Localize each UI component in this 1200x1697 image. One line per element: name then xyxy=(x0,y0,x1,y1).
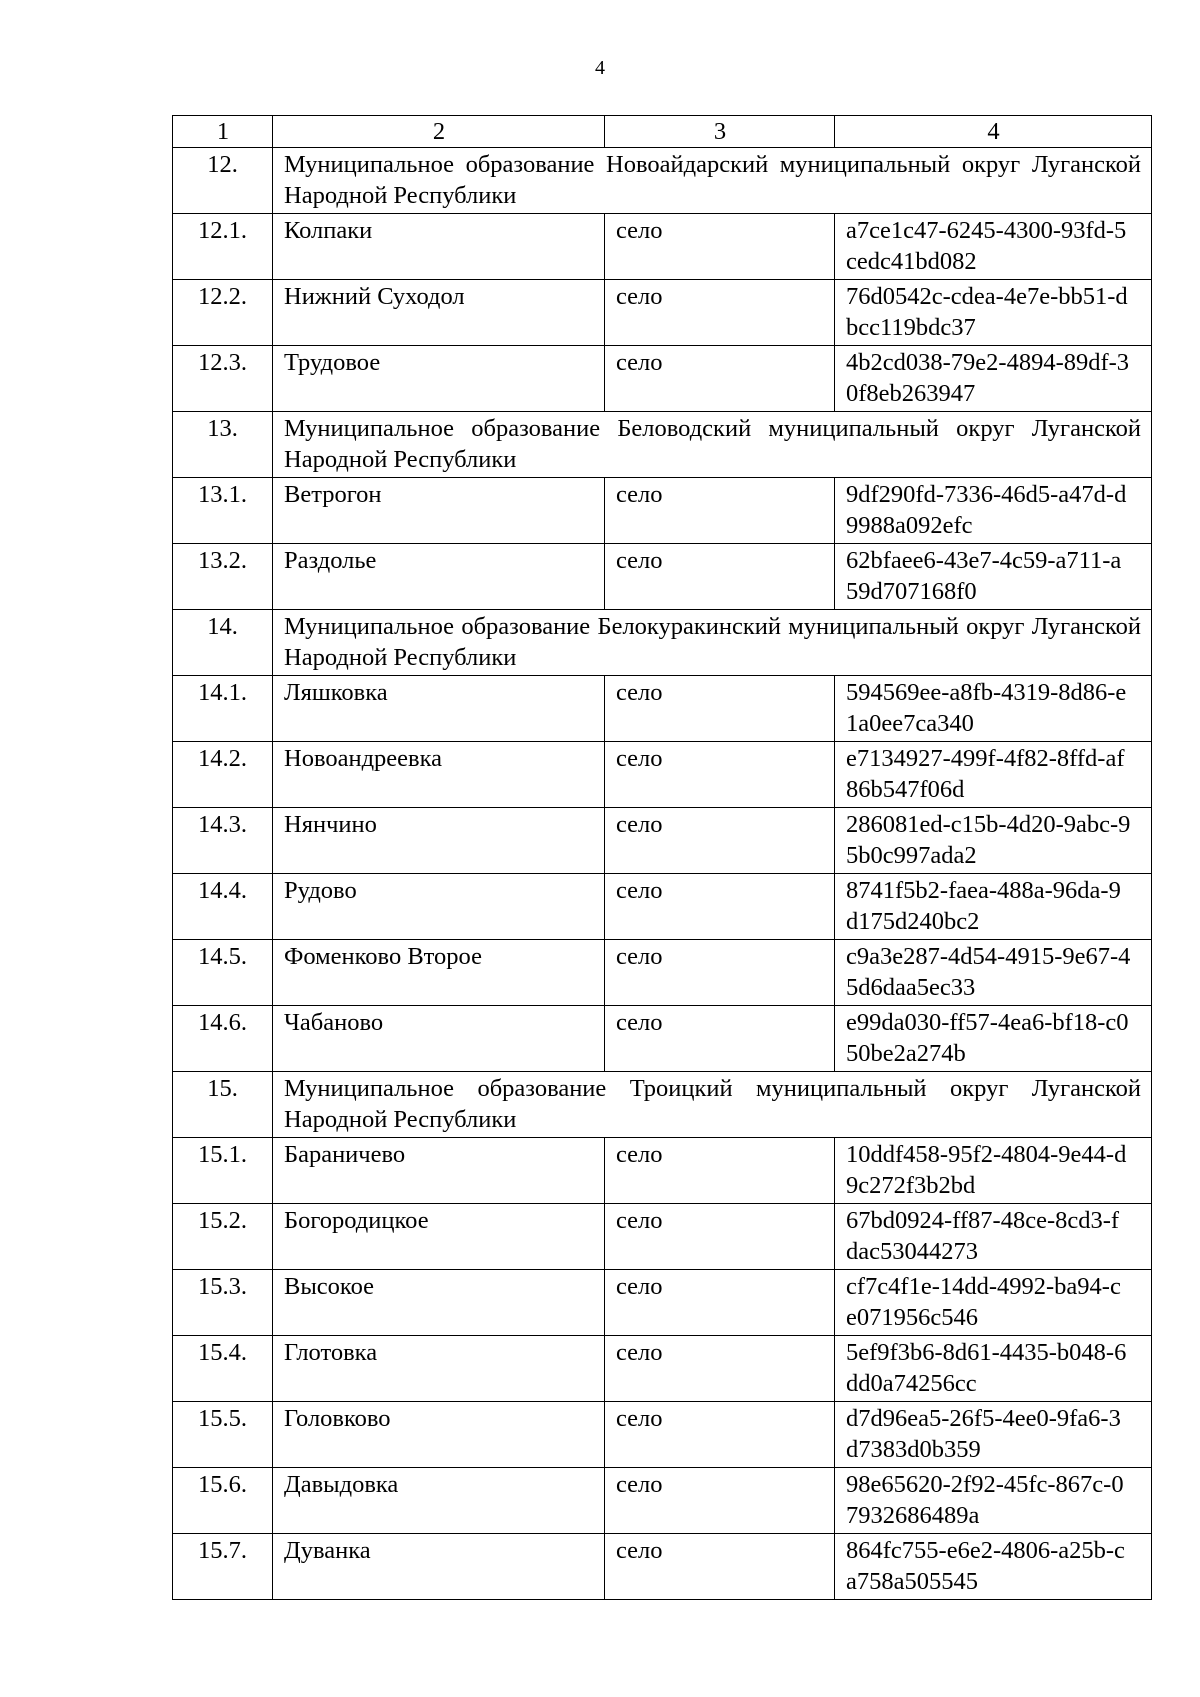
settlement-type: село xyxy=(605,214,835,280)
municipality-name: Муниципальное образование Белокуракинский муниципальный округ Луганской Народной Республики xyxy=(273,610,1152,676)
column-header-1: 1 xyxy=(173,116,273,148)
row-number: 15.4. xyxy=(173,1336,273,1402)
settlement-name: Нижний Суходол xyxy=(273,280,605,346)
row-number: 15.7. xyxy=(173,1534,273,1600)
municipality-name: Муниципальное образование Беловодский муниципальный округ Луганской Народной Республики xyxy=(273,412,1152,478)
settlement-id: 62bfaee6-43e7-4c59-a711-a59d707168f0 xyxy=(835,544,1152,610)
settlement-type: село xyxy=(605,544,835,610)
settlement-name: Рудово xyxy=(273,874,605,940)
table-row xyxy=(173,1204,1152,1270)
row-number: 15.2. xyxy=(173,1204,273,1270)
settlement-id: d7d96ea5-26f5-4ee0-9fa6-3d7383d0b359 xyxy=(835,1402,1152,1468)
municipality-name: Муниципальное образование Новоайдарский муниципальный округ Луганской Народной Республики xyxy=(273,148,1152,214)
row-number: 12.2. xyxy=(173,280,273,346)
column-header-2: 2 xyxy=(273,116,605,148)
settlement-id: cf7c4f1e-14dd-4992-ba94-ce071956c546 xyxy=(835,1270,1152,1336)
row-number: 14.5. xyxy=(173,940,273,1006)
column-header-3: 3 xyxy=(605,116,835,148)
row-number: 12.3. xyxy=(173,346,273,412)
table-row xyxy=(173,1468,1152,1534)
settlement-name: Новоандреевка xyxy=(273,742,605,808)
settlement-name: Колпаки xyxy=(273,214,605,280)
table-row xyxy=(173,742,1152,808)
table-row xyxy=(173,478,1152,544)
page-number: 4 xyxy=(595,57,605,79)
group-number: 14. xyxy=(173,610,273,676)
settlement-id: a7ce1c47-6245-4300-93fd-5cedc41bd082 xyxy=(835,214,1152,280)
table-row xyxy=(173,940,1152,1006)
settlement-type: село xyxy=(605,808,835,874)
group-row xyxy=(173,148,1152,214)
group-number: 12. xyxy=(173,148,273,214)
settlement-id: 5ef9f3b6-8d61-4435-b048-6dd0a74256cc xyxy=(835,1336,1152,1402)
settlement-type: село xyxy=(605,1468,835,1534)
settlement-type: село xyxy=(605,874,835,940)
settlement-id: 594569ee-a8fb-4319-8d86-e1a0ee7ca340 xyxy=(835,676,1152,742)
settlement-name: Ляшковка xyxy=(273,676,605,742)
settlement-id: 8741f5b2-faea-488a-96da-9d175d240bc2 xyxy=(835,874,1152,940)
settlement-name: Давыдовка xyxy=(273,1468,605,1534)
settlement-name: Дуванка xyxy=(273,1534,605,1600)
settlement-type: село xyxy=(605,280,835,346)
table-row xyxy=(173,1402,1152,1468)
row-number: 14.6. xyxy=(173,1006,273,1072)
table-row xyxy=(173,1270,1152,1336)
table-row xyxy=(173,808,1152,874)
settlement-id: 4b2cd038-79e2-4894-89df-30f8eb263947 xyxy=(835,346,1152,412)
row-number: 14.4. xyxy=(173,874,273,940)
row-number: 15.5. xyxy=(173,1402,273,1468)
settlement-name: Богородицкое xyxy=(273,1204,605,1270)
settlement-name: Высокое xyxy=(273,1270,605,1336)
settlement-type: село xyxy=(605,1006,835,1072)
group-row xyxy=(173,412,1152,478)
settlement-name: Нянчино xyxy=(273,808,605,874)
group-row xyxy=(173,610,1152,676)
table-row xyxy=(173,1006,1152,1072)
settlement-name: Головково xyxy=(273,1402,605,1468)
column-header-4: 4 xyxy=(835,116,1152,148)
settlement-id: 286081ed-c15b-4d20-9abc-95b0c997ada2 xyxy=(835,808,1152,874)
row-number: 14.3. xyxy=(173,808,273,874)
settlement-type: село xyxy=(605,742,835,808)
settlement-id: e99da030-ff57-4ea6-bf18-c050be2a274b xyxy=(835,1006,1152,1072)
settlement-type: село xyxy=(605,1270,835,1336)
table-row xyxy=(173,874,1152,940)
settlement-type: село xyxy=(605,1534,835,1600)
settlement-id: 864fc755-e6e2-4806-a25b-ca758a505545 xyxy=(835,1534,1152,1600)
group-row xyxy=(173,1072,1152,1138)
row-number: 13.1. xyxy=(173,478,273,544)
settlement-id: 67bd0924-ff87-48ce-8cd3-fdac53044273 xyxy=(835,1204,1152,1270)
settlement-name: Чабаново xyxy=(273,1006,605,1072)
table-row xyxy=(173,214,1152,280)
row-number: 15.3. xyxy=(173,1270,273,1336)
settlement-id: 9df290fd-7336-46d5-a47d-d9988a092efc xyxy=(835,478,1152,544)
settlement-type: село xyxy=(605,1204,835,1270)
table-row xyxy=(173,676,1152,742)
row-number: 15.1. xyxy=(173,1138,273,1204)
settlement-type: село xyxy=(605,1336,835,1402)
settlement-name: Раздолье xyxy=(273,544,605,610)
settlement-id: 76d0542c-cdea-4e7e-bb51-dbcc119bdc37 xyxy=(835,280,1152,346)
table-row xyxy=(173,544,1152,610)
group-number: 15. xyxy=(173,1072,273,1138)
table-row xyxy=(173,346,1152,412)
group-number: 13. xyxy=(173,412,273,478)
table-row xyxy=(173,1336,1152,1402)
settlement-id: 98e65620-2f92-45fc-867c-07932686489a xyxy=(835,1468,1152,1534)
settlement-id: e7134927-499f-4f82-8ffd-af86b547f06d xyxy=(835,742,1152,808)
row-number: 14.1. xyxy=(173,676,273,742)
settlement-type: село xyxy=(605,346,835,412)
settlement-name: Фоменково Второе xyxy=(273,940,605,1006)
table-row xyxy=(173,1534,1152,1600)
row-number: 15.6. xyxy=(173,1468,273,1534)
row-number: 14.2. xyxy=(173,742,273,808)
settlement-id: c9a3e287-4d54-4915-9e67-45d6daa5ec33 xyxy=(835,940,1152,1006)
settlement-name: Бараничево xyxy=(273,1138,605,1204)
row-number: 12.1. xyxy=(173,214,273,280)
settlement-name: Ветрогон xyxy=(273,478,605,544)
settlements-table xyxy=(172,115,1152,1600)
settlement-type: село xyxy=(605,478,835,544)
table-row xyxy=(173,280,1152,346)
settlement-name: Глотовка xyxy=(273,1336,605,1402)
table-header-row xyxy=(173,116,1152,148)
row-number: 13.2. xyxy=(173,544,273,610)
settlement-type: село xyxy=(605,1402,835,1468)
table-row xyxy=(173,1138,1152,1204)
settlement-name: Трудовое xyxy=(273,346,605,412)
settlement-type: село xyxy=(605,1138,835,1204)
settlement-type: село xyxy=(605,940,835,1006)
settlement-id: 10ddf458-95f2-4804-9e44-d9c272f3b2bd xyxy=(835,1138,1152,1204)
municipality-name: Муниципальное образование Троицкий муниципальный округ Луганской Народной Республики xyxy=(273,1072,1152,1138)
settlement-type: село xyxy=(605,676,835,742)
